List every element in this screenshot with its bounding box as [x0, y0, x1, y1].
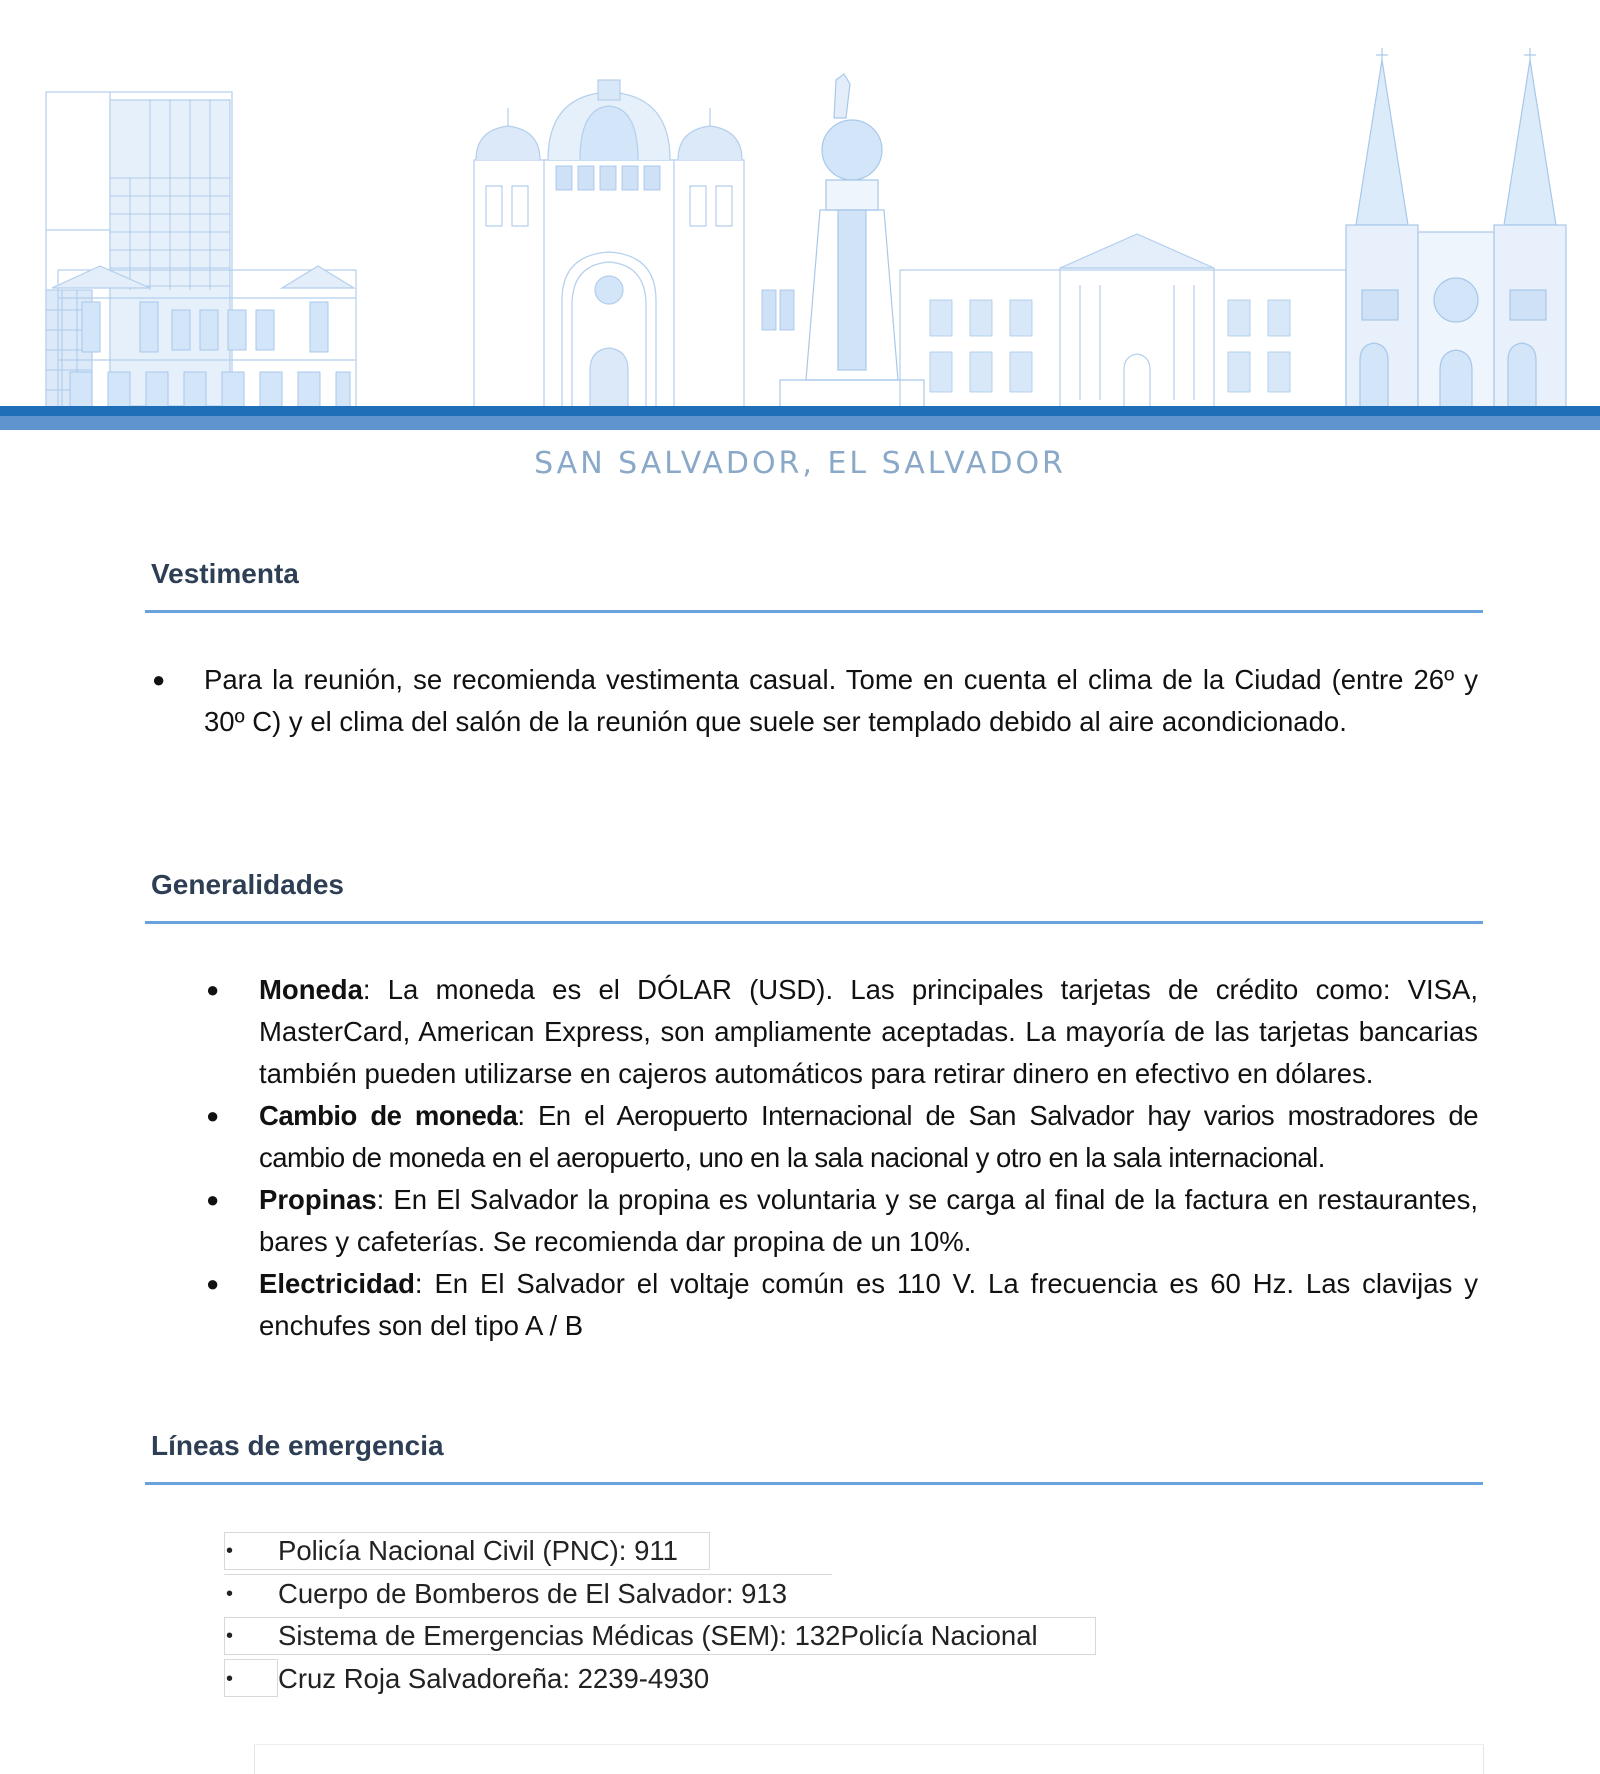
- desc-moneda: : La moneda es el DÓLAR (USD). Las principales tarjetas de crédito como: VISA, MasterCard, American Express, son ampliamente aceptadas. La mayoría de las tarjetas bancarias también pueden utilizarse en cajeros automáticos para retirar dinero en efectivo en dólares.: [259, 974, 1478, 1089]
- list-item-propinas: [200, 1179, 1478, 1263]
- term-moneda: Moneda: [259, 974, 363, 1005]
- desc-electricidad: : En El Salvador el voltaje común es 110 V. La frecuencia es 60 Hz. Las clavijas y enchufes son del tipo A / B: [259, 1268, 1478, 1341]
- heading-vestimenta: Vestimenta: [151, 558, 299, 589]
- divider-emergencia: [145, 1482, 1483, 1485]
- emergency-text: Policía Nacional Civil (PNC): 911: [278, 1535, 678, 1566]
- bullet-icon: •: [226, 1582, 234, 1605]
- desc-propinas: : En El Salvador la propina es voluntaria y se carga al final de la factura en restaurantes, bares y cafeterías. Se recomienda dar propina de un 10%.: [259, 1184, 1478, 1257]
- term-cambio-de-moneda: Cambio de moneda: [259, 1100, 518, 1131]
- bullet-icon: ●: [206, 977, 220, 1002]
- bullet-icon: •: [226, 1667, 234, 1690]
- heading-generalidades: Generalidades: [151, 869, 344, 900]
- skyline-illustration: [0, 0, 1600, 440]
- bullet-icon: •: [226, 1539, 234, 1562]
- divider-generalidades: [145, 921, 1483, 924]
- list-item-moneda: [200, 969, 1478, 1095]
- emergency-item-sem: [224, 1617, 1038, 1655]
- emergency-item-pnc: [224, 1532, 678, 1570]
- emergency-item-cruz-roja: [224, 1660, 709, 1698]
- vestimenta-text: Para la reunión, se recomienda vestimenta casual. Tome en cuenta el clima de la Ciudad (entre 26º y 30º C) y el clima del salón de la reunión que suele ser templado debido al aire acondicionado.: [204, 664, 1478, 737]
- bullet-icon: ●: [206, 1187, 220, 1212]
- emergency-text: Cruz Roja Salvadoreña: 2239-4930: [278, 1663, 710, 1694]
- bullet-icon: ●: [206, 1103, 220, 1128]
- term-propinas: Propinas: [259, 1184, 377, 1215]
- emergency-text: Cuerpo de Bomberos de El Salvador: 913: [278, 1578, 788, 1609]
- desc-cambio-de-moneda: : En el Aeropuerto Internacional de San Salvador hay varios mostradores de cambio de moneda en el aeropuerto, uno en la sala nacional y otro en la sala internacional.: [259, 1100, 1478, 1173]
- bullet-icon: •: [226, 1624, 234, 1647]
- table-border-fragment: [254, 1744, 1484, 1774]
- header-banner: [0, 0, 1600, 512]
- list-item-electricidad: [200, 1263, 1478, 1347]
- emergency-item-bomberos: [224, 1575, 787, 1613]
- list-item-cambio: [200, 1095, 1478, 1179]
- bullet-icon: ●: [152, 667, 166, 692]
- term-electricidad: Electricidad: [259, 1268, 415, 1299]
- vestimenta-item: [146, 659, 1478, 743]
- emergency-text: Sistema de Emergencias Médicas (SEM): 132Policía Nacional: [278, 1620, 1038, 1651]
- heading-emergencia: Líneas de emergencia: [151, 1430, 444, 1461]
- divider-vestimenta: [145, 610, 1483, 613]
- generalidades-list: [200, 969, 1478, 1347]
- bullet-icon: ●: [206, 1271, 220, 1296]
- banner-caption: SAN SALVADOR, EL SALVADOR: [534, 446, 1066, 481]
